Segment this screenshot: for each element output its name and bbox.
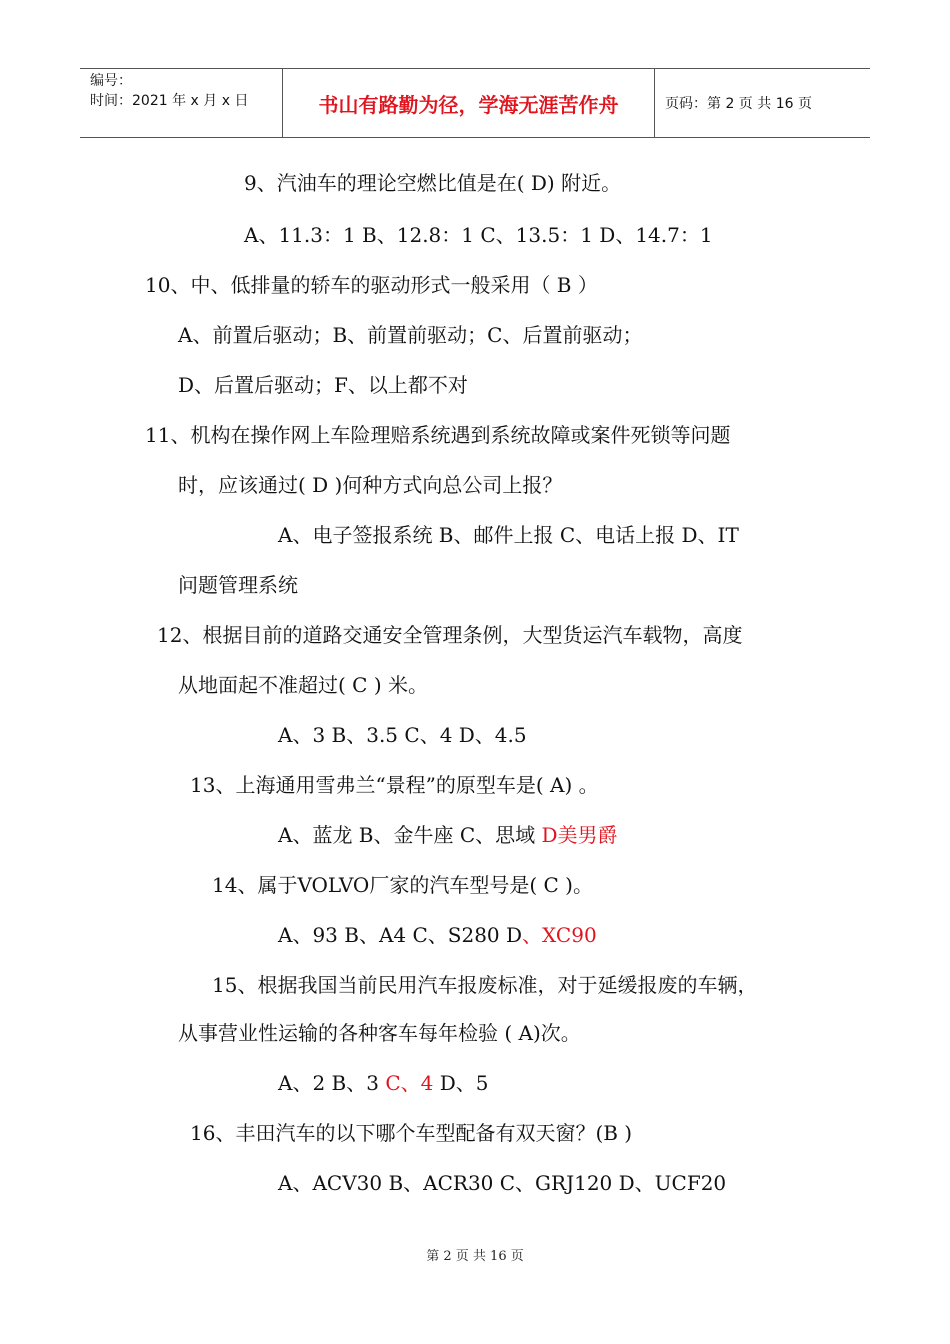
highlighted-answer: D美男爵 — [541, 823, 618, 847]
question-12-line-2: 从地面起不准超过( C ) 米。 — [178, 673, 428, 697]
question-16: 16、丰田汽车的以下哪个车型配备有双天窗？(B ) — [190, 1121, 633, 1145]
question-11-line-1: 11、机构在操作网上车险理赔系统遇到系统故障或案件死锁等问题 — [145, 423, 731, 447]
question-16-options: A、ACV30 B、ACR30 C、GRJ120 D、UCF20 — [278, 1171, 727, 1195]
question-10-options-2: D、后置后驱动；F、以上都不对 — [178, 373, 468, 397]
header-motto: 书山有路勤为径，学海无涯苦作舟 — [283, 69, 655, 137]
page-footer: 第 2 页 共 16 页 — [426, 1249, 524, 1264]
question-13: 13、上海通用雪弗兰“景程”的原型车是( A) 。 — [190, 773, 599, 797]
question-13-options: A、蓝龙 B、金牛座 C、思域 D美男爵 — [278, 823, 618, 847]
question-15-line-2: 从事营业性运输的各种客车每年检验 ( A)次。 — [178, 1021, 581, 1045]
question-15-line-1: 15、根据我国当前民用汽车报废标准，对于延缓报废的车辆， — [212, 973, 758, 997]
question-11-line-2: 时，应该通过( D )何种方式向总公司上报？ — [178, 473, 563, 497]
question-14: 14、属于VOLVO厂家的汽车型号是( C )。 — [212, 873, 593, 897]
question-12-options: A、3 B、3.5 C、4 D、4.5 — [278, 723, 527, 747]
question-11-options-1: A、电子签报系统 B、邮件上报 C、电话上报 D、IT — [278, 523, 739, 547]
highlighted-answer: 、XC90 — [522, 923, 597, 947]
highlighted-answer: C、4 — [385, 1071, 434, 1095]
header-page-info: 页码：第 2 页 共 16 页 — [665, 96, 812, 112]
question-9: 9、汽油车的理论空燃比值是在( D) 附近。 — [244, 171, 622, 195]
page-header — [80, 68, 870, 138]
question-14-options: A、93 B、A4 C、S280 D、XC90 — [278, 923, 597, 947]
question-10: 10、中、低排量的轿车的驱动形式一般采用（ B ） — [145, 273, 598, 297]
question-15-options: A、2 B、3 C、4 D、5 — [278, 1071, 489, 1095]
question-11-options-2: 问题管理系统 — [178, 573, 298, 597]
header-time: 时间：2021 年 x 月 x 日 — [90, 93, 249, 109]
question-9-options: A、11.3：1 B、12.8：1 C、13.5：1 D、14.7：1 — [244, 223, 713, 247]
question-12-line-1: 12、根据目前的道路交通安全管理条例，大型货运汽车载物，高度 — [157, 623, 743, 647]
header-info-cell — [80, 69, 283, 137]
question-10-options-1: A、前置后驱动；B、前置前驱动；C、后置前驱动； — [178, 323, 643, 347]
header-number: 编号： — [90, 73, 132, 89]
